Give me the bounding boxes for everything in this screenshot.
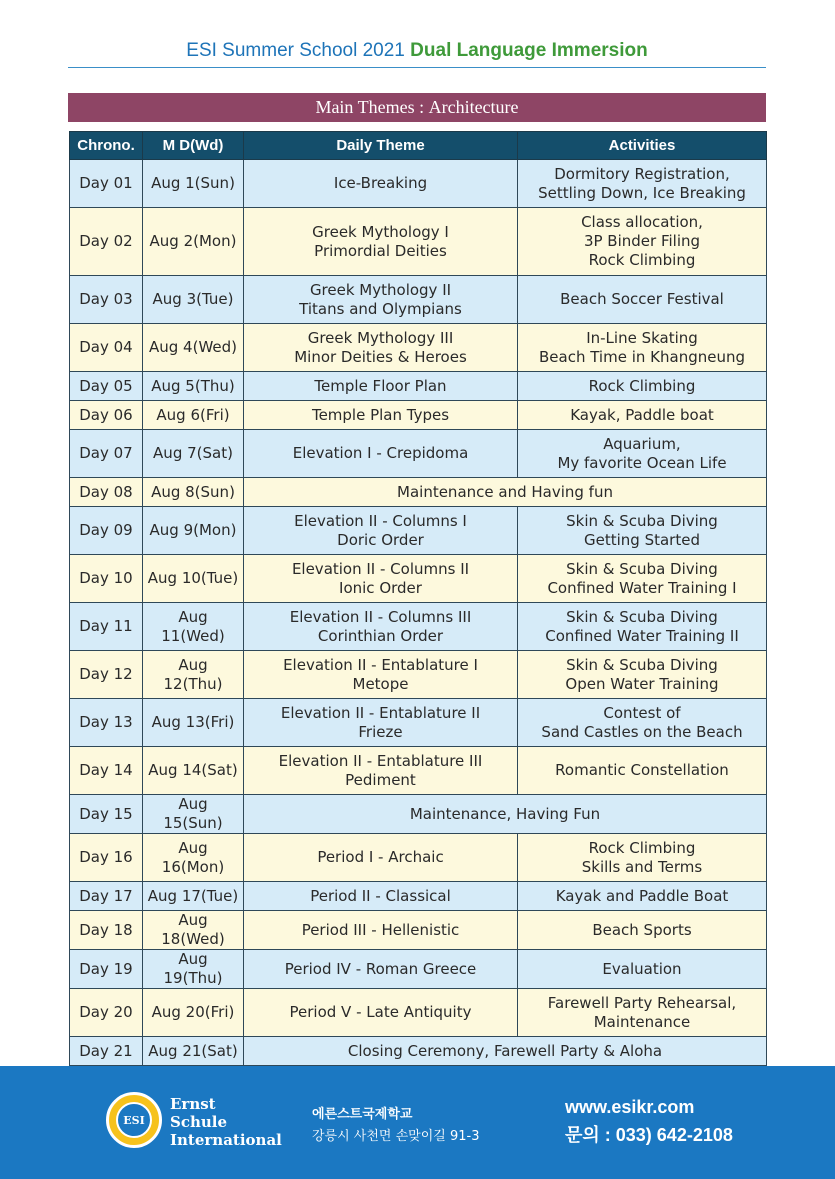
cell-line: Aquarium, xyxy=(603,434,681,453)
cell-line: Greek Mythology III xyxy=(307,328,454,347)
day-cell: Day 04 xyxy=(70,324,143,372)
day-cell: Day 01 xyxy=(70,160,143,208)
logo-line: International xyxy=(170,1131,282,1149)
date-cell: Aug 21(Sat) xyxy=(143,1037,244,1066)
table-row xyxy=(70,276,767,324)
cell-line: Elevation II - Entablature I xyxy=(283,655,478,674)
table-row xyxy=(70,507,767,555)
column-header-chrono: Chrono. xyxy=(70,132,143,160)
cell-line: Kayak, Paddle boat xyxy=(570,405,714,424)
logo-text xyxy=(170,1095,282,1149)
cell-line: Ionic Order xyxy=(339,578,422,597)
cell-line: Sand Castles on the Beach xyxy=(541,722,743,741)
cell-line: Open Water Training xyxy=(565,674,719,693)
page-header xyxy=(68,40,766,68)
cell-line: Skin & Scuba Diving xyxy=(566,559,718,578)
day-cell: Day 15 xyxy=(70,795,143,834)
theme-cell xyxy=(244,160,518,208)
cell-line: Settling Down, Ice Breaking xyxy=(538,183,746,202)
cell-line: Minor Deities & Heroes xyxy=(294,347,467,366)
activities-cell xyxy=(518,208,767,276)
theme-cell xyxy=(244,834,518,882)
cell-line: Elevation II - Entablature II xyxy=(280,703,481,722)
theme-cell xyxy=(244,372,518,401)
table-row xyxy=(70,747,767,795)
cell-line: Greek Mythology I xyxy=(312,222,449,241)
theme-cell xyxy=(244,430,518,478)
day-cell: Day 16 xyxy=(70,834,143,882)
day-cell: Day 09 xyxy=(70,507,143,555)
table-row xyxy=(70,555,767,603)
cell-line: Period V - Late Antiquity xyxy=(289,1003,472,1021)
date-cell: Aug 4(Wed) xyxy=(143,324,244,372)
header-subtitle: Dual Language Immersion xyxy=(410,40,648,61)
cell-line: Skin & Scuba Diving xyxy=(566,607,718,626)
merged-cell xyxy=(244,795,767,834)
theme-cell xyxy=(244,208,518,276)
activities-cell xyxy=(518,699,767,747)
date-cell: Aug 14(Sat) xyxy=(143,747,244,795)
table-row xyxy=(70,430,767,478)
cell-line: Elevation II - Columns I xyxy=(294,511,467,530)
cell-line: Skin & Scuba Diving xyxy=(566,655,718,674)
table-row xyxy=(70,603,767,651)
activities-cell xyxy=(518,911,767,950)
activities-cell xyxy=(518,989,767,1037)
theme-cell xyxy=(244,603,518,651)
activities-cell xyxy=(518,324,767,372)
day-cell: Day 13 xyxy=(70,699,143,747)
cell-line: Romantic Constellation xyxy=(555,761,729,779)
day-cell: Day 17 xyxy=(70,882,143,911)
school-info xyxy=(312,1104,479,1148)
date-cell: Aug 18(Wed) xyxy=(143,911,244,950)
cell-line: Rock Climbing xyxy=(588,376,696,395)
day-cell: Day 14 xyxy=(70,747,143,795)
school-address: 강릉시 사천면 손맞이길 91-3 xyxy=(312,1129,480,1144)
cell-line: Beach Sports xyxy=(592,920,692,939)
day-cell: Day 08 xyxy=(70,478,143,507)
date-cell: Aug 8(Sun) xyxy=(143,478,244,507)
cell-line: Confined Water Training I xyxy=(547,578,737,597)
date-cell: Aug 5(Thu) xyxy=(143,372,244,401)
table-row xyxy=(70,795,767,834)
theme-cell xyxy=(244,555,518,603)
cell-line: Evaluation xyxy=(602,959,682,978)
cell-line: Period III - Hellenistic xyxy=(301,920,460,939)
activities-cell xyxy=(518,555,767,603)
cell-line: Temple Floor Plan xyxy=(314,376,447,395)
cell-line: Elevation I - Crepidoma xyxy=(292,444,469,462)
table-row xyxy=(70,950,767,989)
cell-line: Ice-Breaking xyxy=(333,174,428,192)
cell-line: Corinthian Order xyxy=(317,626,444,645)
cell-line: Period IV - Roman Greece xyxy=(284,959,477,978)
date-cell: Aug 12(Thu) xyxy=(143,651,244,699)
cell-line: Beach Time in Khangneung xyxy=(539,347,745,366)
activities-cell xyxy=(518,603,767,651)
table-row xyxy=(70,1037,767,1066)
theme-cell xyxy=(244,324,518,372)
date-cell: Aug 10(Tue) xyxy=(143,555,244,603)
theme-cell xyxy=(244,882,518,911)
table-row xyxy=(70,911,767,950)
main-theme-banner: Main Themes : Architecture xyxy=(68,93,766,122)
day-cell: Day 20 xyxy=(70,989,143,1037)
activities-cell xyxy=(518,747,767,795)
table-row xyxy=(70,208,767,276)
table-row xyxy=(70,882,767,911)
cell-line: Frieze xyxy=(358,722,403,741)
date-cell: Aug 19(Thu) xyxy=(143,950,244,989)
cell-line: Elevation II - Columns III xyxy=(289,607,472,626)
cell-line: In-Line Skating xyxy=(586,328,698,347)
cell-line: Farewell Party Rehearsal, xyxy=(547,993,737,1012)
cell-line: Primordial Deities xyxy=(314,241,447,260)
theme-cell xyxy=(244,989,518,1037)
cell-line: Titans and Olympians xyxy=(299,299,462,318)
cell-line: Maintenance xyxy=(593,1012,691,1031)
cell-line: My favorite Ocean Life xyxy=(557,453,727,472)
activities-cell xyxy=(518,834,767,882)
table-row xyxy=(70,651,767,699)
cell-line: Dormitory Registration, xyxy=(554,164,730,183)
table-row xyxy=(70,372,767,401)
website-link[interactable]: www.esikr.com xyxy=(565,1097,695,1117)
activities-cell xyxy=(518,372,767,401)
cell-line: Maintenance, Having Fun xyxy=(409,804,601,823)
date-cell: Aug 1(Sun) xyxy=(143,160,244,208)
cell-line: Confined Water Training II xyxy=(545,626,739,645)
phone-number: 문의 : 033) 642-2108 xyxy=(565,1125,733,1145)
activities-cell xyxy=(518,160,767,208)
date-cell: Aug 16(Mon) xyxy=(143,834,244,882)
cell-line: Contest of xyxy=(603,703,681,722)
cell-line: Closing Ceremony, Farewell Party & Aloha xyxy=(347,1041,663,1060)
table-row xyxy=(70,401,767,430)
cell-line: 3P Binder Filing xyxy=(583,232,701,250)
day-cell: Day 21 xyxy=(70,1037,143,1066)
column-header-activities: Activities xyxy=(518,132,767,160)
school-name: 에른스트국제학교 xyxy=(312,1107,413,1122)
table-row xyxy=(70,989,767,1037)
theme-cell xyxy=(244,507,518,555)
merged-cell xyxy=(244,1037,767,1066)
date-cell: Aug 20(Fri) xyxy=(143,989,244,1037)
theme-cell xyxy=(244,699,518,747)
cell-line: Class allocation, xyxy=(581,213,703,231)
activities-cell xyxy=(518,950,767,989)
theme-cell xyxy=(244,651,518,699)
schedule-body xyxy=(70,160,767,1066)
date-cell: Aug 15(Sun) xyxy=(143,795,244,834)
school-logo xyxy=(106,1092,162,1148)
theme-cell xyxy=(244,747,518,795)
day-cell: Day 03 xyxy=(70,276,143,324)
activities-cell xyxy=(518,651,767,699)
date-cell: Aug 7(Sat) xyxy=(143,430,244,478)
cell-line: Elevation II - Columns II xyxy=(291,559,470,578)
table-row xyxy=(70,160,767,208)
logo-mark: ESI xyxy=(116,1102,152,1138)
date-cell: Aug 17(Tue) xyxy=(143,882,244,911)
cell-line: Pediment xyxy=(345,770,416,789)
theme-cell xyxy=(244,401,518,430)
day-cell: Day 11 xyxy=(70,603,143,651)
date-cell: Aug 13(Fri) xyxy=(143,699,244,747)
cell-line: Getting Started xyxy=(584,530,700,549)
cell-line: Period I - Archaic xyxy=(317,848,444,866)
day-cell: Day 10 xyxy=(70,555,143,603)
day-cell: Day 07 xyxy=(70,430,143,478)
cell-line: Rock Climbing xyxy=(588,251,696,269)
day-cell: Day 05 xyxy=(70,372,143,401)
table-row xyxy=(70,324,767,372)
theme-cell xyxy=(244,276,518,324)
cell-line: Doric Order xyxy=(337,530,424,549)
column-header-theme: Daily Theme xyxy=(244,132,518,160)
cell-line: Rock Climbing xyxy=(588,838,696,857)
cell-line: Elevation II - Entablature III xyxy=(278,751,483,770)
table-header-row xyxy=(70,132,767,160)
cell-line: Metope xyxy=(352,674,409,693)
day-cell: Day 06 xyxy=(70,401,143,430)
date-cell: Aug 2(Mon) xyxy=(143,208,244,276)
cell-line: Beach Soccer Festival xyxy=(560,290,724,308)
activities-cell xyxy=(518,507,767,555)
cell-line: Greek Mythology II xyxy=(309,280,452,299)
merged-cell xyxy=(244,478,767,507)
activities-cell xyxy=(518,401,767,430)
cell-line: Period II - Classical xyxy=(310,886,451,905)
cell-line: Skills and Terms xyxy=(581,857,703,876)
column-header-date: M D(Wd) xyxy=(143,132,244,160)
theme-cell xyxy=(244,950,518,989)
logo-line: Schule xyxy=(170,1113,228,1131)
cell-line: Kayak and Paddle Boat xyxy=(555,886,729,905)
day-cell: Day 18 xyxy=(70,911,143,950)
day-cell: Day 02 xyxy=(70,208,143,276)
contact-info xyxy=(565,1093,733,1149)
date-cell: Aug 9(Mon) xyxy=(143,507,244,555)
activities-cell xyxy=(518,276,767,324)
cell-line: Temple Plan Types xyxy=(311,405,450,424)
table-row xyxy=(70,478,767,507)
date-cell: Aug 3(Tue) xyxy=(143,276,244,324)
footer xyxy=(0,1066,835,1179)
activities-cell xyxy=(518,430,767,478)
table-row xyxy=(70,834,767,882)
table-row xyxy=(70,699,767,747)
cell-line: Maintenance and Having fun xyxy=(397,482,613,501)
header-title: ESI Summer School 2021 xyxy=(186,40,405,61)
activities-cell xyxy=(518,882,767,911)
date-cell: Aug 6(Fri) xyxy=(143,401,244,430)
cell-line: Skin & Scuba Diving xyxy=(566,511,718,530)
day-cell: Day 12 xyxy=(70,651,143,699)
date-cell: Aug 11(Wed) xyxy=(143,603,244,651)
schedule-table xyxy=(69,131,767,1066)
day-cell: Day 19 xyxy=(70,950,143,989)
logo-line: Ernst xyxy=(170,1095,216,1113)
theme-cell xyxy=(244,911,518,950)
